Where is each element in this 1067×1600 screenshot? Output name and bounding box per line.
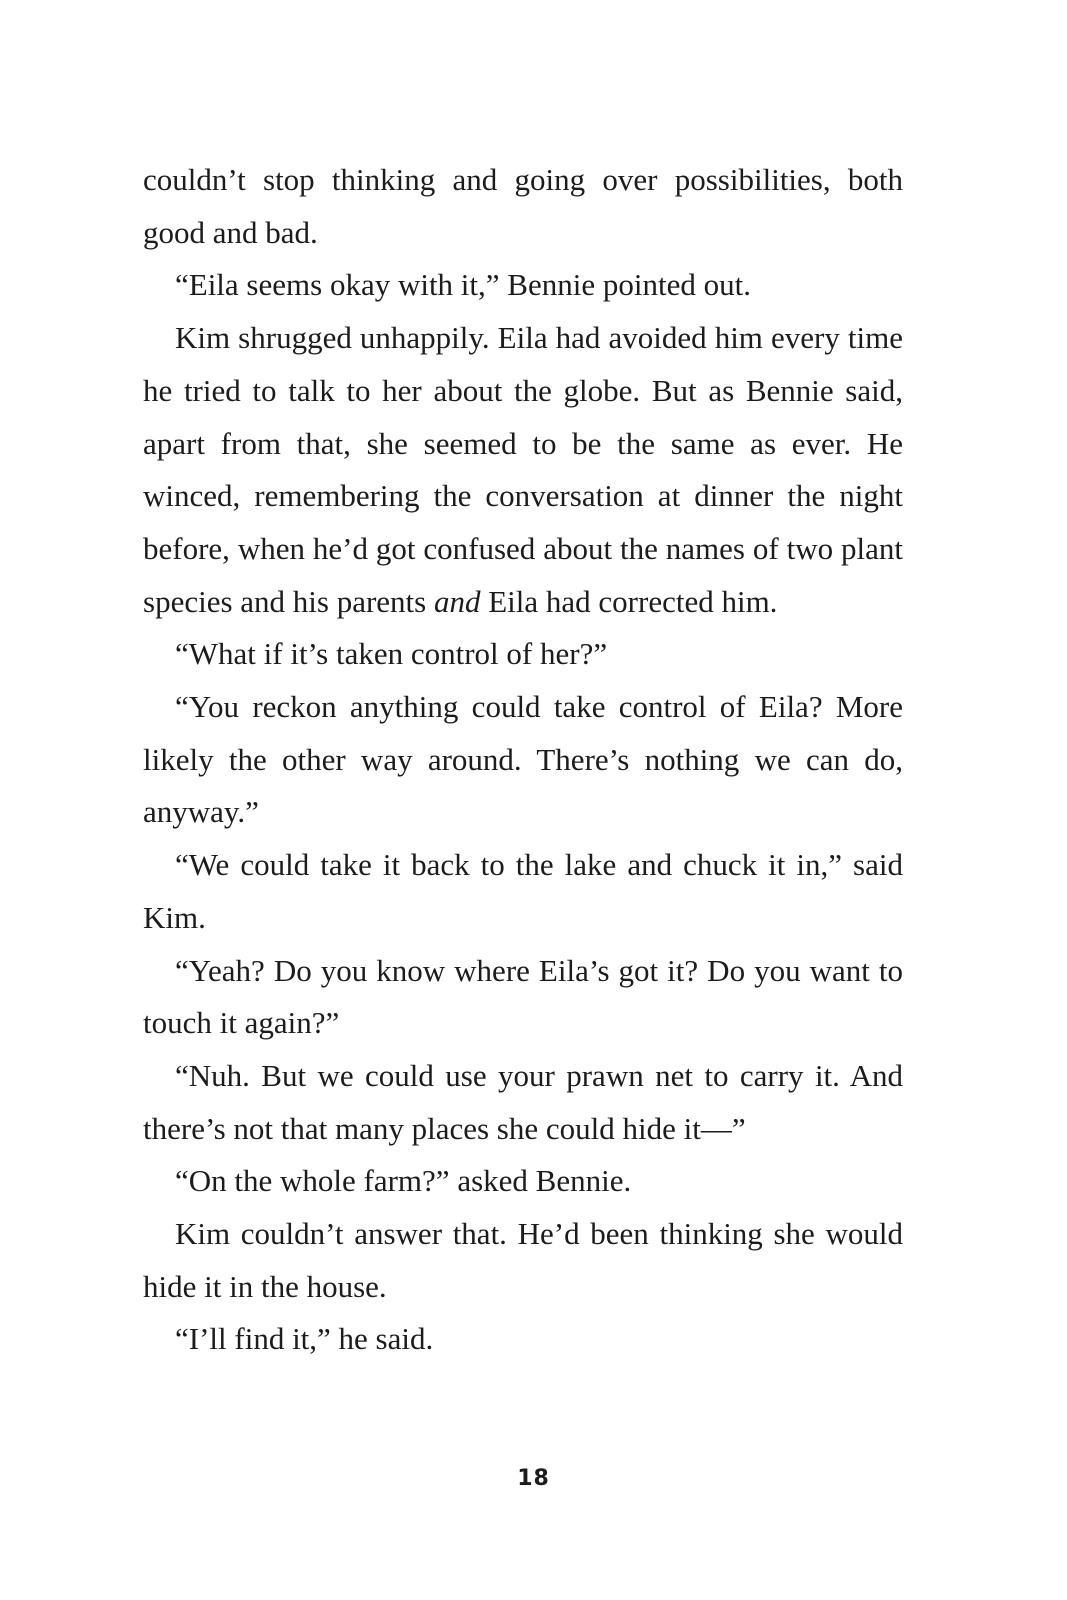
paragraph-text: “Eila seems okay with it,” Bennie pointed out. [175,267,751,303]
paragraph [143,259,903,312]
paragraph-text: couldn’t stop thinking and going over possibilities, both good and bad. [143,162,903,250]
paragraph-text: “Yeah? Do you know where Eila’s got it? Do you want to touch it again?” [143,952,903,1041]
paragraph-text: “On the whole farm?” asked Bennie. [175,1163,632,1199]
paragraph-text: “You reckon anything could take control of Eila? More likely the other way around. There’s nothing we can do, anyway.” [143,689,903,830]
paragraph [143,312,903,628]
paragraph [143,681,903,839]
paragraph [143,839,903,944]
paragraph-text: “Nuh. But we could use your prawn net to carry it. And there’s not that many places she could hide it—” [143,1057,903,1146]
paragraph-text: “We could take it back to the lake and chuck it in,” said Kim. [143,847,903,935]
paragraph [143,1155,903,1208]
paragraph [143,945,903,1050]
paragraph [143,1208,903,1313]
body-text [143,154,903,1366]
paragraph-text: “I’ll find it,” he said. [175,1321,434,1357]
paragraph-text: Eila had corrected him. [480,583,778,619]
paragraph-text: Kim shrugged unhappily. Eila had avoided him every time he tried to talk to her about the globe. But as Bennie said, apart from that, she seemed to be the same as ever. He winced, remembering the conversation at dinner the night before, when he’d got confused about the names of two plant species and his parents [143,320,903,619]
paragraph [143,1313,903,1366]
paragraph [143,154,903,259]
emphasized-text: and [433,583,481,619]
paragraph [143,628,903,681]
page-number: 18 [517,1466,550,1491]
paragraph [143,1050,903,1155]
paragraph-text: Kim couldn’t answer that. He’d been thinking she would hide it in the house. [143,1216,903,1304]
paragraph-text: “What if it’s taken control of her?” [175,636,608,672]
